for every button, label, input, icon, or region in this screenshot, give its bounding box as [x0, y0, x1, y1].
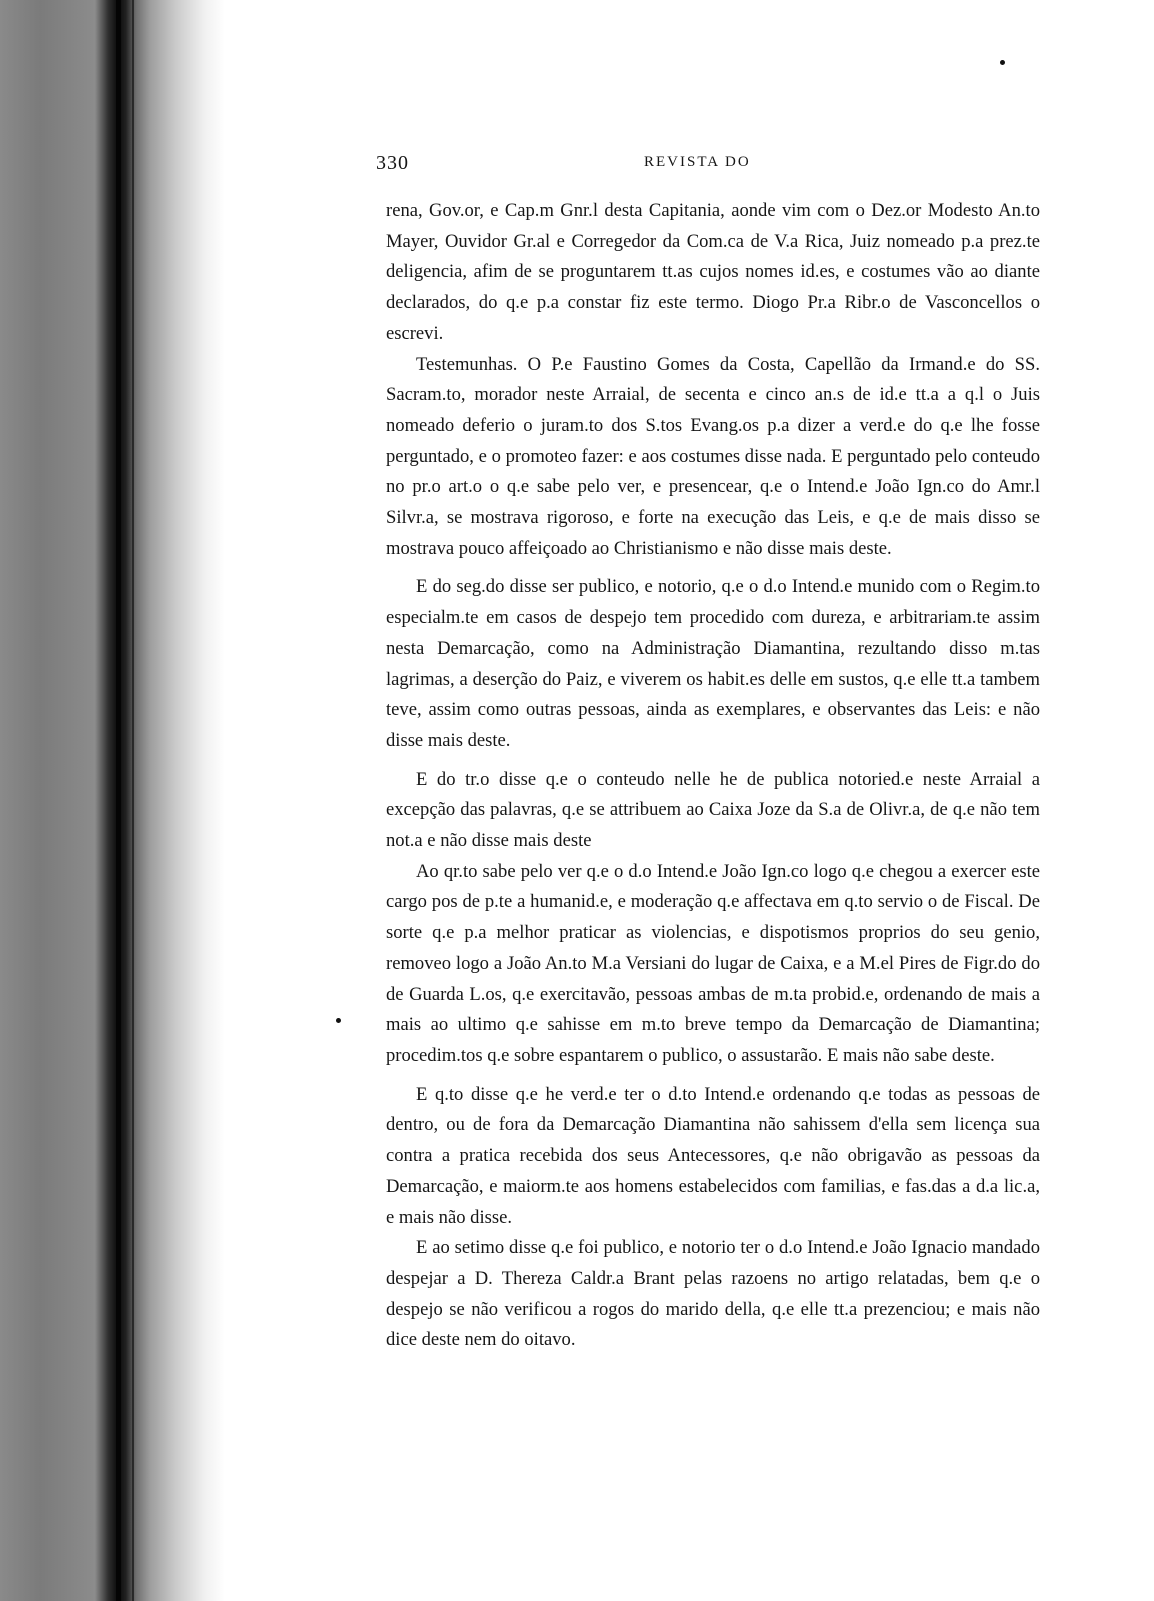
paragraph-4: E do tr.o disse q.e o conteudo nelle he de publica notoried.e neste Arraial a excepção das palavras, q.e se attribuem ao Caixa Joze da S.a de Olivr.a, de q.e não tem not.a e não disse mais deste [386, 768, 1040, 852]
document-body [386, 196, 1040, 1356]
paragraph-6: E q.to disse q.e he verd.e ter o d.to Intend.e ordenando q.e todas as pessoas de dentro, ou de fora da Demarcação Diamantina não sahissem d'ella sem licença sua contra a pratica recebida dos seus Antecessores, q.e não obrigavão as pessoas da Demarcação, e maiorm.te aos homens estabelecidos com familias, e fas.das a d.a lic.a, e mais não disse. [386, 1083, 1040, 1228]
scan-gutter-shadow [0, 0, 225, 1601]
paragraph-3: E do seg.do disse ser publico, e notorio, q.e o d.o Intend.e munido com o Regim.to especialm.te em casos de despejo tem procedido com dureza, e arbitrariam.te assim nesta Demarcação, como na Administração Diamantina, rezultando disso m.tas lagrimas, a deserção do Paiz, e viverem os habit.es delle em sustos, q.e elle tt.a tambem teve, assim como outras pessoas, ainda as exemplares, e observantes das Leis: e não disse mais deste. [386, 576, 1040, 751]
paragraph-5: Ao qr.to sabe pelo ver q.e o d.o Intend.e João Ign.co logo q.e chegou a exercer este cargo pos de p.te a humanid.e, e moderação q.e affectava em q.to servio o de Fiscal. De sorte q.e p.a melhor praticar as violencias, e dispotismos proprios do seu genio, removeo logo a João An.to M.a Versiani do lugar de Caixa, e a M.el Pires de Figr.do do de Guarda L.os, q.e exercitavão, pessoas ambas de m.ta probid.e, ordenando de mais a mais ao ultimo q.e sahisse em m.to breve tempo da Demarcação de Diamantina; procedim.tos q.e sobre espantarem o publico, o assustarão. E mais não sabe deste. [386, 860, 1040, 1066]
binding-edge-line-secondary [132, 0, 134, 1601]
paragraph-2: Testemunhas. O P.e Faustino Gomes da Costa, Capellão da Irmand.e do SS. Sacram.to, morador neste Arraial, de secenta e cinco an.s de id.e tt.a a q.l o Juis nomeado deferio o juram.to dos S.tos Evang.os p.a dizer a verd.e do q.e lhe fosse perguntado, e o promoteo fazer: e aos costumes disse nada. E perguntado pelo conteudo no pr.o art.o o q.e sabe pelo ver, e presencear, q.e o Intend.e João Ign.co do Amr.l Silvr.a, se mostrava rigoroso, e forte na execução das Leis, e q.e de mais disso se mostrava pouco affeiçoado ao Christianismo e não disse mais deste. [386, 353, 1040, 559]
page-header [376, 152, 1036, 174]
page-number: 330 [376, 152, 409, 174]
running-head: REVISTA DO [644, 154, 751, 170]
paragraph-7: E ao setimo disse q.e foi publico, e notorio ter o d.o Intend.e João Ignacio mandado despejar a D. Thereza Caldr.a Brant pelas razoens no artigo relatadas, bem q.e o despejo se não verificou a rogos do marido della, q.e elle tt.a prezenciou; e mais não dice deste nem do oitavo. [386, 1237, 1040, 1351]
scan-speck [336, 1018, 341, 1023]
paragraph-1: rena, Gov.or, e Cap.m Gnr.l desta Capitania, aonde vim com o Dez.or Modesto An.to Mayer, Ouvidor Gr.al e Corregedor da Com.ca de V.a Rica, Juiz nomeado p.a prez.te deligencia, afim de se proguntarem tt.as cujos nomes id.es, e costumes vão ao diante declarados, do q.e p.a constar fiz este termo. Diogo Pr.a Ribr.o de Vasconcellos o escrevi. [386, 200, 1040, 344]
binding-edge-line [116, 0, 121, 1601]
scan-speck [1000, 60, 1005, 65]
